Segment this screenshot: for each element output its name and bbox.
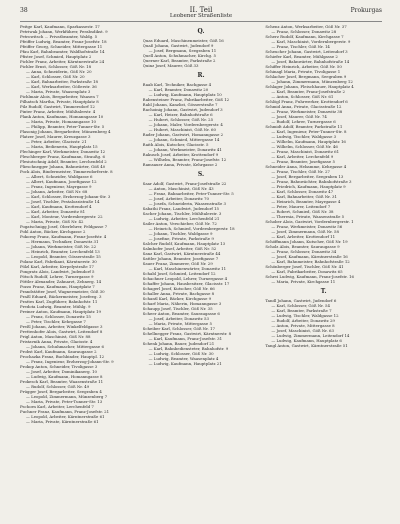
directory-entry: Sabathi Franz, Landwirt, Judendorf 15 — [142, 206, 219, 211]
directory-entry: — Johann, Arbeiter, Göß Nr. 68 — [26, 189, 88, 194]
directory-entry: — Josefine, Private, Parkstraße 9 — [148, 236, 214, 241]
directory-entry: — Heinrich, Beamter, Mayrgasse 4 — [271, 199, 341, 204]
directory-entry: — Maria, Private, Kirchgasse 11 — [271, 279, 336, 284]
directory-entry: — Maria, Private, Waasenplatz 3 — [26, 89, 91, 94]
directory-entry: — Ludwig, Tischler, Waldgasse 3 — [271, 134, 337, 139]
directory-entry: — Franz, Werkmeister, Donawitz 56 — [271, 224, 343, 229]
directory-entry: — Josef, Arbeiter, Dominikanerg. 10 — [26, 369, 97, 374]
directory-entry: — Franz, Bahnwächter, Bahnhofstraße 3 — [271, 179, 352, 184]
directory-entry: Rachoinig Johann, Gastwirt, Judendorf 3 — [142, 107, 223, 112]
directory-entry: Pock Alois, Bindermeister, Timmersdorferstr. 8 — [20, 169, 113, 174]
directory-entry: Schenz Anton, Werksarbeiter, Göß Nr. 37 — [265, 24, 347, 29]
directory-entry: — Karl, Schlosser, Donawitz 47 — [271, 189, 334, 194]
directory-entry: Pfeiffer Ludwig, Beamter, Franz-Josefstr. 18 — [20, 39, 107, 44]
page-header — [20, 7, 382, 22]
directory-entry: — Karl, Maschinist, Vordernbergerstr. 9 — [271, 39, 351, 44]
directory-entry: — Maria, Bedienerin, Hauptplatz 15 — [26, 144, 98, 149]
directory-entry: — Leopold, Arbeiter, Kärntnerstraße 61 — [26, 414, 105, 419]
directory-entry: Prochazka Franz, Buchbinder, Hauptpl. 12 — [20, 354, 105, 359]
directory-entry: Schellnegger Franz, Gastwirt, Kärntnerstr. 8 — [142, 331, 232, 336]
directory-entry: — Ludwig, Kaufmann, Homanngasse 8 — [26, 374, 103, 379]
directory-entry: Schneider Anna, Hebamme, Kehrgasse 4 — [265, 164, 347, 169]
directory-entry: Plesiutschnig Adolf, Beamter, Lerchenfeld 2 — [20, 159, 107, 164]
directory-entry: — Karl, Bahnbediensteter, Bahnhofstr. 9 — [148, 346, 229, 351]
directory-entry: — Johann, Werkmeister, Göß Nr. 22 — [26, 244, 97, 249]
directory-entry: — Franz, Ingenieur, Mayrgasse 9 — [26, 184, 92, 189]
running-head: Prokurgas — [350, 7, 382, 14]
directory-entry: Pfau Karl, Bahnbeamter, Waldhofstraße 14 — [20, 49, 105, 54]
directory-entry: — Karl, Fabrikarbeiter, Donawitz 65 — [271, 269, 343, 274]
directory-entry: Praßl Eduard, Bäckermeister, Josefeeg. 3 — [20, 294, 102, 299]
directory-entry: Petrowitsch ... Privatbeamter, Waldg. 5 — [20, 34, 98, 39]
directory-entry: Schantl Karl, Bäcker, Kirchgasse 9 — [142, 296, 212, 301]
directory-entry: — Karl, Arbeiter, Krottendorf 11 — [271, 234, 336, 239]
directory-entry: — Josef, Arbeiter, Donawitz 53 — [148, 316, 209, 321]
directory-entry: Pohl Anton, Bäcker, Kirchgasse 2 — [20, 229, 86, 234]
directory-entry: — Karl, Beamter, Donawitz 20 — [148, 87, 209, 92]
directory-entry: — Karl, Monteur, Vordernbergerstr. 22 — [26, 214, 103, 219]
directory-entry: — Karl, Schlosser, Erzherzog-Johann-Str. 3 — [26, 194, 111, 199]
header-title-block — [20, 7, 382, 20]
directory-entry: — Franz, Tischler, Göß Nr. 14 — [271, 44, 330, 49]
directory-entry: — Anna, Schneiderin, Göß Nr. 20 — [26, 69, 92, 74]
directory-entry: — Karl, Schlosser, Göß Nr. 20 — [26, 74, 85, 79]
directory-entry: Predota Ludwig, Beamter, Mühlg. 9 — [20, 304, 91, 309]
directory-entry: — Heinrich, Schmied, Vordernbergerstr. 18 — [148, 226, 235, 231]
section-letter: S. — [197, 171, 205, 178]
directory-entry: Plechinger Karl, Werkmeister, Donawitz 12 — [20, 149, 106, 154]
directory-entry: Quaß Johann, Gastwirt, Judendorf 9 — [142, 43, 214, 48]
directory-entry: — Josef, Kaufmann, Kärntnerstraße 16 — [271, 254, 348, 259]
directory-entry: — Josef, Maschinist, Göß Nr. 63 — [271, 328, 335, 333]
directory-entry: Raab Karl, Techniker, Bachgasse 4 — [142, 82, 212, 87]
directory-entry: Prokesch Karl, Beamter, Waasenstraße 11 — [20, 379, 104, 384]
directory-entry: — Ludwig, Kaufmann, Hauptplatz 21 — [148, 361, 222, 366]
directory-entry: — Karl, Beamter, Franz-Josefstraße 2 — [271, 89, 345, 94]
directory-entry: — Rudolf, Schlosser, Göß Nr. 49 — [26, 384, 90, 389]
directory-entry: — Johann, Werkmeister, Donawitz 41 — [148, 147, 222, 152]
directory-entry: Schmidt Adolf, Beamter, Parkstraße 11 — [265, 124, 343, 129]
directory-entry: Quinz Josef, Maurer, Göß 33 — [142, 63, 199, 68]
directory-entry: Schober Alois, Gastwirt, Vordernbergerstr. 1 — [265, 219, 354, 224]
directory-entry: Rabensteiner Franz, Fabrikarbeiter, Göß 12 — [142, 97, 230, 102]
columns — [20, 24, 382, 520]
directory-entry: Preiner Anton, Kaufmann, Hauptplatz 19 — [20, 309, 101, 314]
directory-entry: — Franz, Bahnarbeiter, Peter-Tunner-Str. 5 — [148, 191, 234, 196]
directory-entry: Sauer Franz, Zimmerer, Göß Nr. 29 — [142, 261, 213, 266]
directory-entry: — Ludwig, Schlosser, Göß Nr. 30 — [148, 351, 214, 356]
directory-entry: — Josef, Arbeiter, Donawitz 70 — [148, 196, 209, 201]
directory-entry: — Anton, Private, Mittergasse 8 — [271, 323, 335, 328]
directory-entry: Scherz Rudolf, Kaufmann, Kirchgasse 7 — [265, 34, 344, 39]
directory-entry: — Wilhelm, Kaufmann, Hauptplatz 16 — [271, 139, 346, 144]
directory-entry: — Theresia, Private, Waasenstraße 5 — [271, 214, 345, 219]
directory-entry: — Karl, Arbeiter, Lerchenfeld 9 — [271, 154, 334, 159]
directory-entry: Salmhofer Josef, Arbeiter, Göß Nr. 52 — [142, 246, 217, 251]
directory-entry: Prandstätter Josef, Wagnermeister, Göß 30 — [20, 289, 105, 294]
directory-entry: — Maria, Private, Peter-Tunner-Str. 13 — [26, 399, 103, 404]
directory-entry: — Karl, Kaufmann, Franz-Josefstr. 31 — [148, 336, 223, 341]
directory-entry: — Ludwig, Kaufmann, Hauptplatz 6 — [271, 338, 342, 343]
directory-entry: Prigl Anton, Maschinist, Göß Nr. 88 — [20, 334, 91, 339]
directory-entry: — Hubert, Schlosser, Göß Nr. 25 — [148, 117, 214, 122]
directory-entry: Pilhatsch Martha, Private, Hauptplatz 8 — [20, 99, 99, 104]
directory-entry: Plasonig Johann, Bergarbeiter, Münzenberg 4 — [20, 129, 111, 134]
directory-entry: — Franz, Beamter, Josefigasse 5 — [271, 159, 335, 164]
directory-entry: Pölzl Karl, Arbeiter, Kerpelystraße 17 — [20, 264, 94, 269]
directory-entry: Puchner Franz, Kaufmann, Franz-Josefstr. 21 — [20, 409, 110, 414]
directory-entry: Probst Karl, Kaufmann, Sauraugasse 2 — [20, 349, 97, 354]
directory-entry: — Rudolf, Lehrer, Turnergasse 6 — [271, 119, 336, 124]
directory-entry: Schachner Leopold, Lehrer, Turnergasse 4 — [142, 276, 228, 281]
directory-entry: — Philipp, Beamter, Peter-Tunner-Str. 5 — [26, 124, 105, 129]
directory-entry: Schinagl Maria, Private, Tivoligasse 1 — [265, 69, 341, 74]
directory-entry: Raith Alois, Kutscher, Glacisstr. 5 — [142, 142, 209, 147]
directory-entry: — Karl, Werksarbeiter, Gößerstr. 36 — [26, 84, 97, 89]
directory-entry: Pinter Franz, Arbeiter, Mühltalerstr. 4 — [20, 109, 96, 114]
directory-entry: — Wilhelm, Schlosser, Göß Nr. 46 — [271, 144, 338, 149]
directory-entry: Ramsauer Anna, Private, Kehrgasse 2 — [142, 162, 218, 167]
directory-entry: — Maria, Private, Mittergasse 5 — [148, 321, 212, 326]
directory-entry: Schönberger Josef, Tischler, Göß Nr. 41 — [265, 264, 344, 269]
directory-entry: Scheiber Karl, Schlosser, Göß Nr. 17 — [142, 326, 215, 331]
directory-entry: — Karl, Bahnarbeiter, Parkstraße 18 — [26, 79, 98, 84]
directory-entry: Scheucher Johann, Gastwirt, Leitendorf 3 — [265, 49, 348, 54]
directory-entry: — Wilhelm, Beamter, Franz-Josefstr. 12 — [148, 157, 227, 162]
directory-entry: — Anton, Maschinist, Göß Nr. 43 — [148, 186, 214, 191]
directory-entry: Sailer Anton, Verschieber, Göß Nr. 72 — [142, 221, 217, 226]
directory-entry: — Franz, Schlosser, Donawitz 34 — [271, 249, 337, 254]
directory-entry: Preßl Johann, Arbeiter, Winkelfeldgasse 3 — [20, 324, 103, 329]
directory-entry: Pleschberger Franz, Kaufmann, Straußg. 6 — [20, 154, 105, 159]
directory-entry: — Karl, Schlosser, Göß Nr. 54 — [271, 303, 330, 308]
page-number: 38 — [20, 7, 28, 14]
directory-entry: Pokorny Franz, Kaufmann, Franz-Josefstr. 4 — [20, 234, 107, 239]
directory-entry: Sanz Karl, Gastwirt, Kärntnerstraße 44 — [142, 251, 221, 256]
directory-entry: — Franz, Schlosser, Donawitz 15 — [26, 314, 91, 319]
directory-entry: — Karl, Maschinenwärter, Donawitz 11 — [148, 266, 227, 271]
directory-entry: — Josef, Bergmann, Seegraben 11 — [148, 48, 217, 53]
directory-entry: Pichler Ernst, Schlosser, Göß Nr. 18 — [20, 64, 92, 69]
directory-entry: — Maria, Private, Göß Nr. 42 — [26, 219, 84, 224]
section-letter: Q. — [197, 28, 205, 35]
section-letter: T. — [320, 288, 327, 295]
directory-entry: — Johann, Zimmermann, Münzenberg 12 — [271, 79, 353, 84]
directory-entry: Pfeiffer Georg, Schneider, Mittergasse 11 — [20, 44, 103, 49]
directory-entry: — Johann, Schuhmacher, Mittergasse 6 — [26, 344, 104, 349]
directory-entry: Schiffer Heinrich, Arbeiter, Göß Nr. 50 — [265, 64, 342, 69]
directory-entry: Pfister Josef, Schmied, Hauptplatz 2 — [20, 54, 92, 59]
directory-entry: Prattes Karl, Zugführer, Bahnhofstr. 11 — [20, 299, 98, 304]
directory-entry: Salcher Rudolf, Kaufmann, Hauptplatz 13 — [142, 241, 226, 246]
directory-entry: Schaller Anna, Private, Bachgasse 8 — [142, 291, 215, 296]
directory-entry: Petriwak Johann, Werkführer, Perabsdikst. 9 — [20, 29, 108, 34]
directory-entry: Rabl Johann, Kanzlist, Gösserstraße 7 — [142, 102, 218, 107]
directory-entry: — Leopold, Zimmermann, Münzenberg 7 — [26, 394, 108, 399]
directory-entry: Pichler Franz, Arbeiter, Kärntnerstraße 24 — [20, 59, 105, 64]
directory-entry: Platzer Josef, Maurer, Kreuzgasse 3 — [20, 134, 91, 139]
directory-entry: — Johann, Maler, Vordernbergerstr. 4 — [148, 122, 223, 127]
directory-entry: Rakusch Josef, Arbeiter, Krottendorf 9 — [142, 152, 219, 157]
directory-entry: — Josefa, Schneiderin, Waasenstraße 3 — [148, 201, 226, 206]
directory-entry: — Ludwig, Arbeiter, Lerchenfeld 21 — [148, 216, 220, 221]
directory-entry: Saar Adolf, Gastwirt, Franz-Josefstraße 22 — [142, 181, 227, 186]
directory-entry: — Maria, Private, Kärntnerstraße 61 — [26, 419, 99, 424]
directory-entry: — Ludwig, Beamter, Waasenplatz 4 — [148, 356, 219, 361]
directory-entry: — Karl, Bahnarbeiter, Göß Nr. 31 — [271, 194, 337, 199]
column-1 — [20, 24, 137, 520]
directory-entry: Schlögl Franz, Fuhrwerker, Krottendorf 6 — [265, 99, 348, 104]
directory-entry: — Josef, Tischler, Pestalozzistraße 14 — [26, 199, 100, 204]
directory-entry: Tandl Johann, Gastwirt, Judendorf 6 — [265, 298, 337, 303]
directory-entry: Sacher Johann, Tischler, Mühltalerstr. 3 — [142, 211, 222, 216]
directory-entry: Pötsch Rudolf, Lehrer, Turnergasse 9 — [20, 274, 94, 279]
directory-entry: Prettenhofer Alois, Gastwirt, Leitendorf 8 — [20, 329, 103, 334]
directory-entry: Rader Johann, Gastwirt, Homanngasse 2 — [142, 132, 224, 137]
directory-entry: Scholz Alois, Beamter, Sauraugasse 9 — [265, 244, 340, 249]
directory-entry: — Ludwig, Zimmermann, Leitendorf 14 — [271, 333, 350, 338]
directory-entry: — Ludwig, Kaufmann, Hauptplatz 10 — [148, 92, 222, 97]
directory-entry: — Karl, Bahnmeister, Bahnhofstraße 12 — [271, 259, 350, 264]
directory-entry: — Karl, Kaufmann, Krottendorf 4 — [26, 204, 92, 209]
directory-entry: Scharf Maria, Näherin, Homanngasse 3 — [142, 301, 222, 306]
directory-entry: Prügger Josef, Bergarbeiter, Seegraben 4 — [20, 389, 102, 394]
directory-entry: Schiefer Karl, Beamter, Mühlgasse 2 — [265, 54, 338, 59]
directory-entry: Quell Anton, Schuhmacher, Kirchg. 5 — [142, 53, 216, 58]
directory-entry: Pöttler Alexander, Zahnarzt, Zehnerg. 14 — [20, 279, 102, 284]
directory-entry: Scheer Anton, Beamter, Sauraugasse 6 — [142, 311, 220, 316]
column-3 — [265, 24, 382, 520]
directory-entry: Schlager Johann, Fleischhauer, Hauptplatz 4 — [265, 84, 354, 89]
directory-entry: — Franz, Schlosser, Donawitz 28 — [271, 29, 337, 34]
directory-entry: Plieschnegger Johann, Bahnwärter, Göß 40 — [20, 164, 106, 169]
directory-entry: Schagerl Josef, Kutscher, Göß Nr. 66 — [142, 286, 215, 291]
directory-entry: Peitge Karl, Kaufmann, Sparkassestr. 17 — [20, 24, 100, 29]
directory-entry: Quas Eduard, Maschinenmeister, Göß 16 — [142, 38, 224, 43]
directory-entry: — Peter, Maurer, Leitendorf 7 — [271, 204, 331, 209]
directory-entry: Schrei Ludwig, Kaufmann, Franz-Josefstr. 16 — [265, 274, 354, 279]
directory-entry: — Ludwig, Tischler, Waldgasse 12 — [271, 313, 339, 318]
column-2 — [143, 24, 260, 520]
directory-entry: — Maria, Private, Homanngasse 10 — [26, 119, 96, 124]
directory-entry: Pogatschnigg Josef, Oberlehrer, Feldgasse 7 — [20, 224, 108, 229]
directory-entry: — Franz, Ingenieur, Erzherzog-Johann-Str. 9 — [26, 359, 114, 364]
part-title: II. Teil — [189, 6, 213, 14]
directory-entry: — Anton, Schlosser, Göß Nr. 61 — [271, 94, 334, 99]
directory-entry: Schenk Johann, Bauer, Judendorf 21 — [142, 341, 215, 346]
directory-entry: — Franz, Maschinist, Donawitz 61 — [271, 149, 340, 154]
directory-entry: — Albert, Kaufmann, Josefigasse 12 — [26, 179, 97, 184]
directory-entry: — Peter, Arbeiter, Glacisstr. 21 — [26, 139, 87, 144]
directory-entry: Schaupp Josef, Tischler, Göß Nr. 35 — [142, 306, 213, 311]
directory-entry: — Karl, Heizer, Bahnhofstraße 6 — [148, 112, 213, 117]
section-letter: R. — [197, 72, 205, 79]
directory-entry: Schöffmann Johann, Kutscher, Göß Nr. 19 — [265, 239, 348, 244]
directory-entry: Schabl Josef, Schmied, Leitendorf 12 — [142, 271, 216, 276]
directory-entry: Querner Karl, Beamter, Parkstraße 2 — [142, 58, 216, 63]
directory-entry: — Josef, Bergarbeiter, Seegraben 13 — [271, 174, 344, 179]
directory-entry: — Johann, Tischler, Waldgasse 9 — [148, 231, 213, 236]
directory-entry: Pilz Rudolf, Gastwirt, Timmersdorf 12 — [20, 104, 95, 109]
directory-entry: Pichlmair Alois, Bergarbeiter, Waasen 7 — [20, 94, 99, 99]
directory-entry: — Johann, Schmied, Mittergasse 14 — [148, 137, 220, 142]
directory-entry: — Friedrich, Kaufmann, Hauptplatz 9 — [271, 184, 346, 189]
directory-entry: Pongratz Alois, Landwirt, Judendorf 5 — [20, 269, 95, 274]
directory-entry: Polanz Karl, Fabrikant, Kärntnerstr. 30 — [20, 259, 97, 264]
part-subtitle: Leobener Straßenliste — [169, 13, 233, 19]
directory-entry: Sattler Johann, Beamter, Josefigasse 7 — [142, 256, 219, 261]
directory-entry: — Robert, Schmied, Göß Nr. 38 — [271, 209, 334, 214]
directory-entry: — Leopold, Beamter, Gösserstraße 15 — [26, 254, 101, 259]
directory-entry: — Franz, Werkmeister, Donawitz 38 — [271, 109, 343, 114]
directory-entry: — Hermann, Techniker, Donawitz 31 — [26, 239, 99, 244]
directory-entry: Pschorn Karl, Arbeiter, Lerchenfeld 7 — [20, 404, 94, 409]
directory-entry: Schaffer Johann, Hausbesitzer, Glacisstr. 17 — [142, 281, 230, 286]
directory-entry: — Rudolf, Arbeiter, Donawitz 29 — [271, 318, 335, 323]
directory-entry: — Karl, Arbeiter, Donawitz 81 — [26, 209, 86, 214]
directory-entry: — Albert, Schneider, Waldgasse 6 — [26, 174, 93, 179]
directory-entry: Prokop Anton, Schneider, Tivoligasse 3 — [20, 364, 98, 369]
directory-entry: — Franz, Tischler, Göß Nr. 27 — [271, 169, 330, 174]
directory-entry: — Heinrich, Beamter, Lerchenfeld 13 — [26, 249, 100, 254]
directory-entry: Pristavnik Anna, Private, Glacisstr. 4 — [20, 339, 93, 344]
directory-entry: Schmid Anna, Private, Glacisstraße 12 — [265, 104, 342, 109]
directory-entry: — Josef, Bahnwärter, Bahnhofstraße 14 — [271, 59, 350, 64]
directory-entry: Pozzo Franz, Kaufmann, Hauptplatz 7 — [20, 284, 95, 289]
directory-entry: — Josef, Maurer, Göß Nr. 74 — [271, 114, 327, 119]
directory-entry: — Hubert, Maschinist, Göß Nr. 60 — [148, 127, 216, 132]
directory-entry: — Peter, Tischler, Kehrgasse 7 — [26, 319, 86, 324]
directory-entry: — Josef, Zimmermann, Göß Nr. 58 — [271, 229, 339, 234]
directory-entry: — Karl, Ingenieur, Peter-Tunner-Str. 8 — [271, 129, 347, 134]
directory-entry: Plank Anton, Kaufmann, Homanngasse 10 — [20, 114, 104, 119]
directory-entry: Tangl Anton, Gastwirt, Kärntnerstraße 51 — [265, 343, 348, 348]
directory-entry: Schlacher Josef, Bergmann, Seegraben 9 — [265, 74, 347, 79]
directory-entry: — Karl, Beamter, Parkstraße 7 — [271, 308, 332, 313]
